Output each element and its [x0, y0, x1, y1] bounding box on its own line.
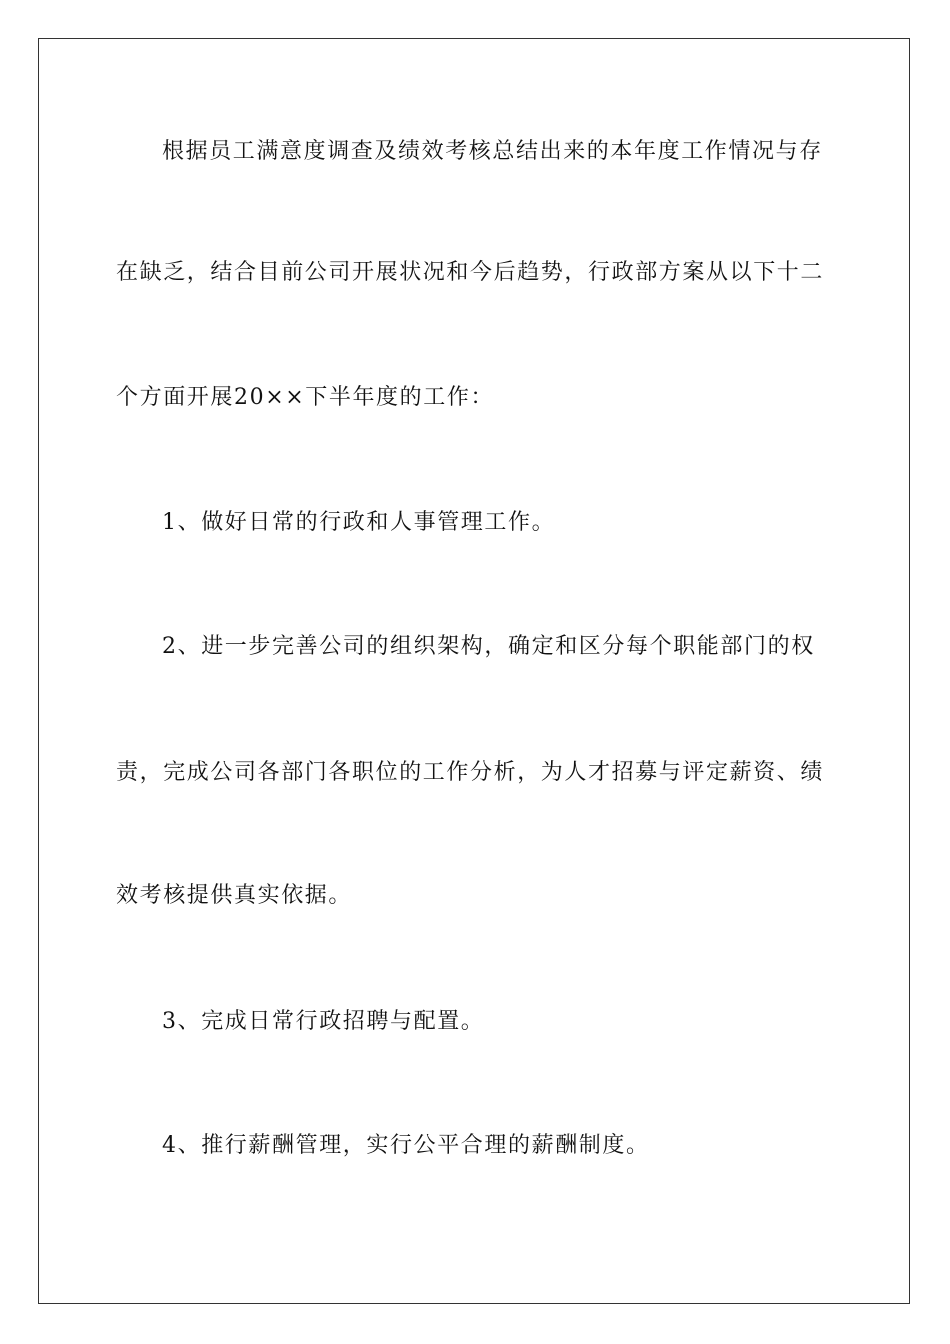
item-3-line-1: 3、完成日常行政招聘与配置。	[162, 1009, 485, 1034]
paragraph-intro-line-1: 根据员工满意度调查及绩效考核总结出来的本年度工作情况与存	[162, 139, 823, 164]
page-border	[38, 38, 910, 1304]
item-1-line-1: 1、做好日常的行政和人事管理工作。	[162, 510, 556, 535]
item-2-line-2: 责，完成公司各部门各职位的工作分析，为人才招募与评定薪资、绩	[116, 760, 825, 785]
paragraph-intro-line-3: 个方面开展20××下半年度的工作：	[116, 385, 495, 410]
item-2-line-3: 效考核提供真实依据。	[116, 883, 353, 908]
item-2-line-1: 2、进一步完善公司的组织架构，确定和区分每个职能部门的权	[162, 634, 815, 659]
item-4-line-1: 4、推行薪酬管理，实行公平合理的薪酬制度。	[162, 1133, 650, 1158]
paragraph-intro-line-2: 在缺乏，结合目前公司开展状况和今后趋势，行政部方案从以下十二	[116, 260, 825, 285]
